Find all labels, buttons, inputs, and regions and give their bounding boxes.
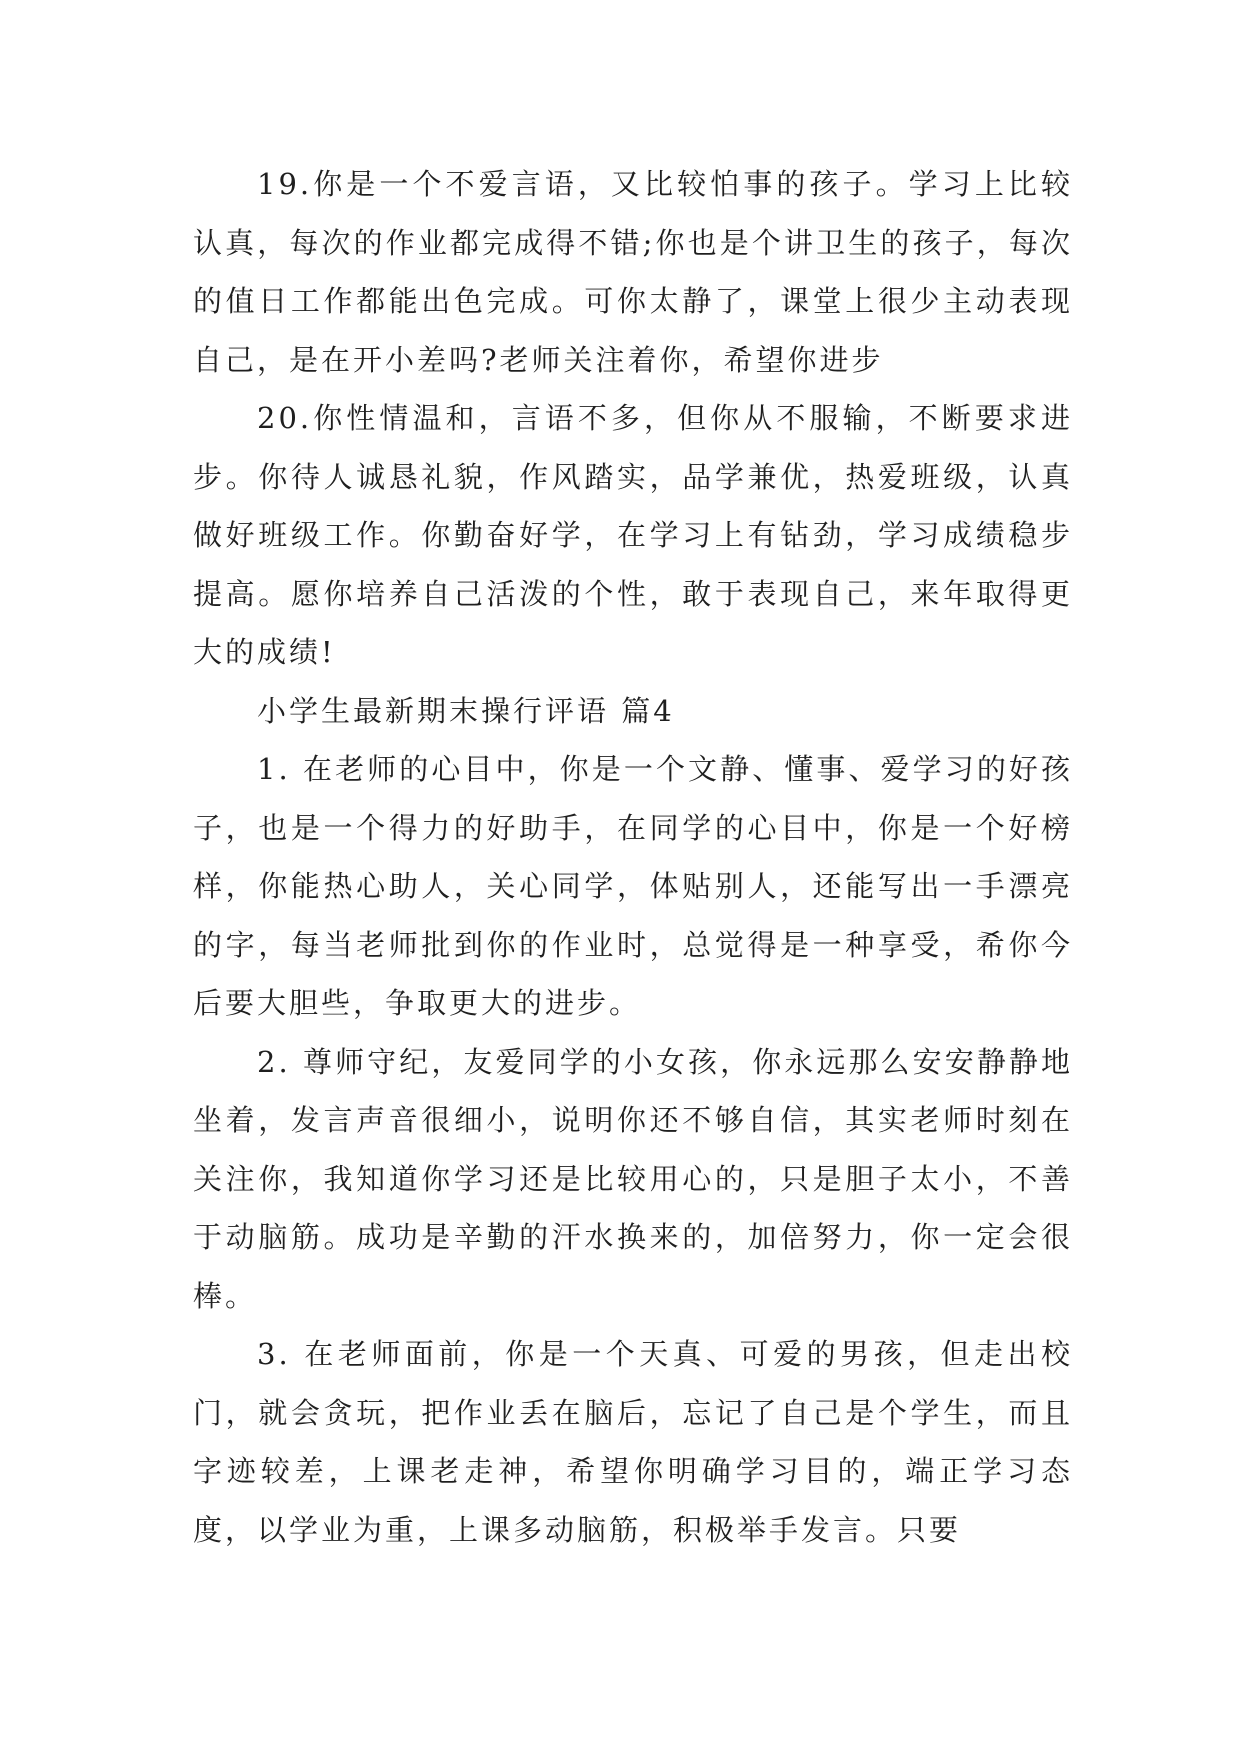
section-comment-3: 3. 在老师面前，你是一个天真、可爱的男孩，但走出校门，就会贪玩，把作业丢在脑后，忘记了自己是个学生，而且字迹较差，上课老走神，希望你明确学习目的，端正学习态度，以学业为重，上课多动脑筋，积极举手发言。只要	[193, 1337, 1073, 1547]
section-heading: 小学生最新期末操行评语 篇4	[257, 693, 675, 728]
section-comment-2: 2. 尊师守纪，友爱同学的小女孩，你永远那么安安静静地坐着，发言声音很细小，说明你还不够自信，其实老师时刻在关注你，我知道你学习还是比较用心的，只是胆子太小，不善于动脑筋。成功是辛勤的汗水换来的，加倍努力，你一定会很棒。	[193, 1044, 1073, 1313]
section-comment-1: 1. 在老师的心目中，你是一个文静、懂事、爱学习的好孩子，也是一个得力的好助手，在同学的心目中，你是一个好榜样，你能热心助人，关心同学，体贴别人，还能写出一手漂亮的字，每当老师批到你的作业时，总觉得是一种享受，希你今后要大胆些，争取更大的进步。	[193, 752, 1073, 1020]
comment-paragraph-19: 19.你是一个不爱言语，又比较怕事的孩子。学习上比较认真，每次的作业都完成得不错;你也是个讲卫生的孩子，每次的值日工作都能出色完成。可你太静了，课堂上很少主动表现自己，是在开小差吗?老师关注着你，希望你进步	[193, 167, 1073, 377]
comment-paragraph-20: 20.你性情温和，言语不多，但你从不服输，不断要求进步。你待人诚恳礼貌，作风踏实，品学兼优，热爱班级，认真做好班级工作。你勤奋好学，在学习上有钻劲，学习成绩稳步提高。愿你培养自己活泼的个性，敢于表现自己，来年取得更大的成绩!	[193, 401, 1073, 669]
document-body	[193, 155, 1073, 1559]
